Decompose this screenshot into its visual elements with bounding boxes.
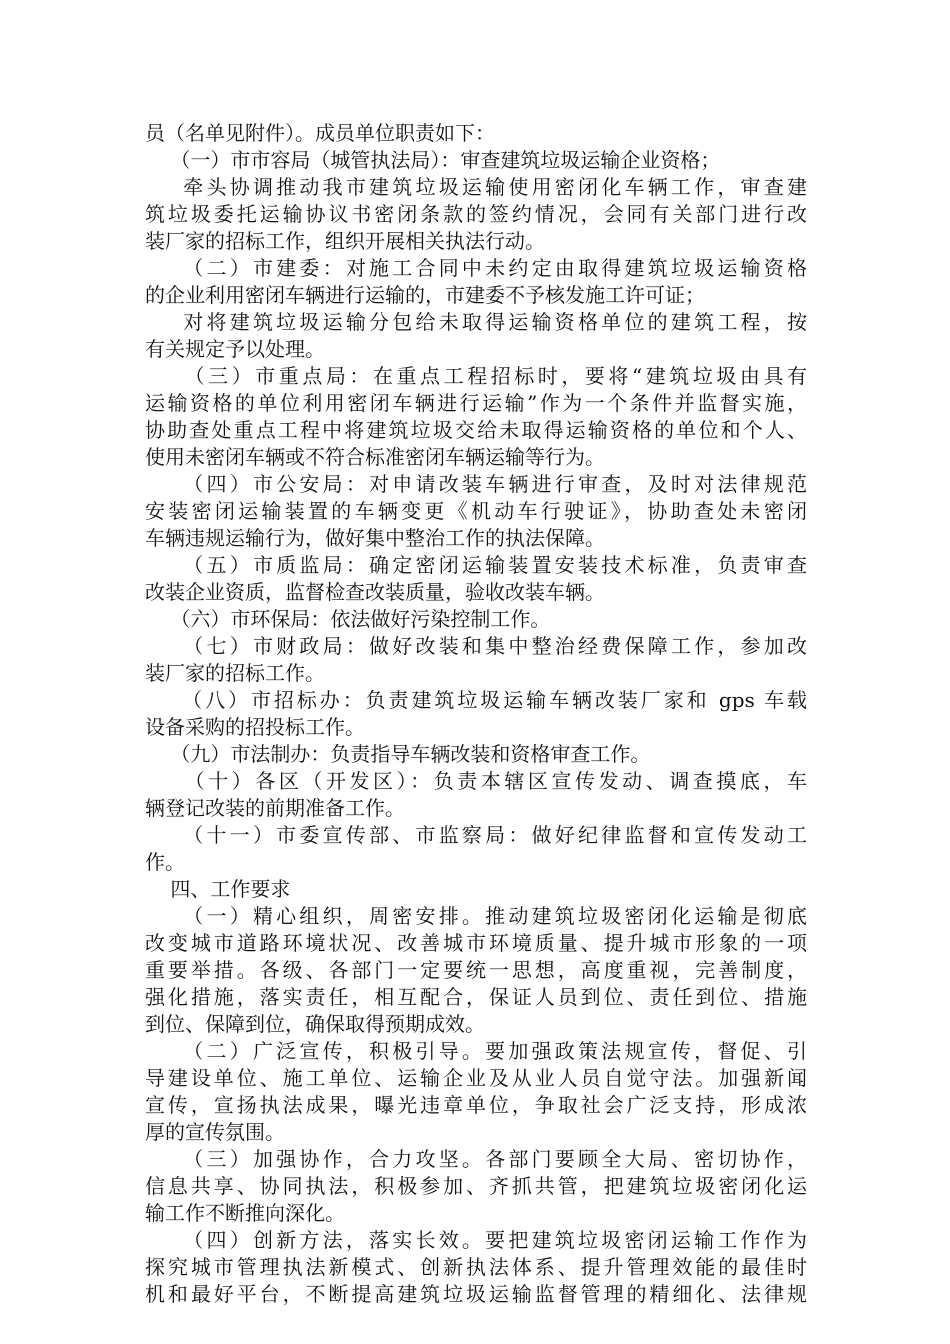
text-line: 到位、保障到位，确保取得预期成效。 xyxy=(145,1012,485,1036)
document-page xyxy=(145,120,807,1308)
text-line: 探究城市管理执法新模式、创新执法体系、提升管理效能的最佳时 xyxy=(145,1255,807,1279)
text-line: 信息共享、协同执法，积极参加、齐抓共管，把建筑垃圾密闭化运 xyxy=(145,1174,807,1198)
text-line: （一）精心组织，周密安排。推动建筑垃圾密闭化运输是彻底 xyxy=(145,904,807,928)
text-line: （十一）市委宣传部、市监察局：做好纪律监督和宣传发动工 xyxy=(145,823,807,847)
text-line: 重要举措。各级、各部门一定要统一思想，高度重视，完善制度， xyxy=(145,958,807,982)
text-line: （六）市环保局：依法做好污染控制工作。 xyxy=(145,607,551,631)
text-line: （八）市招标办：负责建筑垃圾运输车辆改装厂家和 gps 车载 xyxy=(145,688,807,712)
text-line: 使用未密闭车辆或不符合标准密闭车辆运输等行为。 xyxy=(145,445,605,469)
text-line: 装厂家的招标工作，组织开展相关执法行动。 xyxy=(145,229,545,253)
text-line: （二）市建委：对施工合同中未约定由取得建筑垃圾运输资格 xyxy=(145,256,807,280)
text-line: （三）加强协作，合力攻坚。各部门要顾全大局、密切协作， xyxy=(145,1147,807,1171)
text-line: 宣传，宣扬执法成果，曝光违章单位，争取社会广泛支持，形成浓 xyxy=(145,1093,807,1117)
text-line: （五）市质监局：确定密闭运输装置安装技术标准，负责审查 xyxy=(145,553,807,577)
text-line: 辆登记改装的前期准备工作。 xyxy=(145,796,405,820)
text-line: （九）市法制办：负责指导车辆改装和资格审查工作。 xyxy=(145,742,651,766)
text-line: 强化措施，落实责任，相互配合，保证人员到位、责任到位、措施 xyxy=(145,985,807,1009)
text-line: 协助查处重点工程中将建筑垃圾交给未取得运输资格的单位和个人、 xyxy=(145,418,807,442)
text-line: （二）广泛宣传，积极引导。要加强政策法规宣传，督促、引 xyxy=(145,1039,807,1063)
text-line: 有关规定予以处理。 xyxy=(145,337,325,361)
text-line: （十）各区（开发区）：负责本辖区宣传发动、调查摸底，车 xyxy=(145,769,807,793)
text-line: （一）市市容局（城管执法局）：审查建筑垃圾运输企业资格； xyxy=(145,148,721,172)
section-heading: 四、工作要求 xyxy=(145,877,291,901)
text-line: （三）市重点局：在重点工程招标时，要将“建筑垃圾由具有 xyxy=(145,364,807,388)
text-line: 机和最好平台，不断提高建筑垃圾运输监督管理的精细化、法律规 xyxy=(145,1282,807,1306)
text-line: 改变城市道路环境状况、改善城市环境质量、提升城市形象的一项 xyxy=(145,931,807,955)
text-line: （七）市财政局：做好改装和集中整治经费保障工作，参加改 xyxy=(145,634,807,658)
text-line: 牵头协调推动我市建筑垃圾运输使用密闭化车辆工作，审查建 xyxy=(145,175,807,199)
text-line: 安装密闭运输装置的车辆变更《机动车行驶证》，协助查处未密闭 xyxy=(145,499,807,523)
text-line: 作。 xyxy=(145,850,185,874)
text-line: 改装企业资质，监督检查改装质量，验收改装车辆。 xyxy=(145,580,605,604)
text-line: 导建设单位、施工单位、运输企业及从业人员自觉守法。加强新闻 xyxy=(145,1066,807,1090)
text-line: （四）市公安局：对申请改装车辆进行审查，及时对法律规范 xyxy=(145,472,807,496)
text-line: （四）创新方法，落实长效。要把建筑垃圾密闭运输工作作为 xyxy=(145,1228,807,1252)
text-line: 员（名单见附件）。成员单位职责如下： xyxy=(145,121,495,145)
text-line: 对将建筑垃圾运输分包给未取得运输资格单位的建筑工程，按 xyxy=(145,310,807,334)
text-line: 装厂家的招标工作。 xyxy=(145,661,325,685)
text-line: 运输资格的单位利用密闭车辆进行运输”作为一个条件并监督实施， xyxy=(145,391,807,415)
text-line: 车辆违规运输行为，做好集中整治工作的执法保障。 xyxy=(145,526,605,550)
text-line: 的企业利用密闭车辆进行运输的，市建委不予核发施工许可证； xyxy=(145,283,705,307)
text-line: 筑垃圾委托运输协议书密闭条款的签约情况，会同有关部门进行改 xyxy=(145,202,807,226)
text-line: 厚的宣传氛围。 xyxy=(145,1120,285,1144)
text-line: 设备采购的招投标工作。 xyxy=(145,715,365,739)
text-line: 输工作不断推向深化。 xyxy=(145,1201,345,1225)
